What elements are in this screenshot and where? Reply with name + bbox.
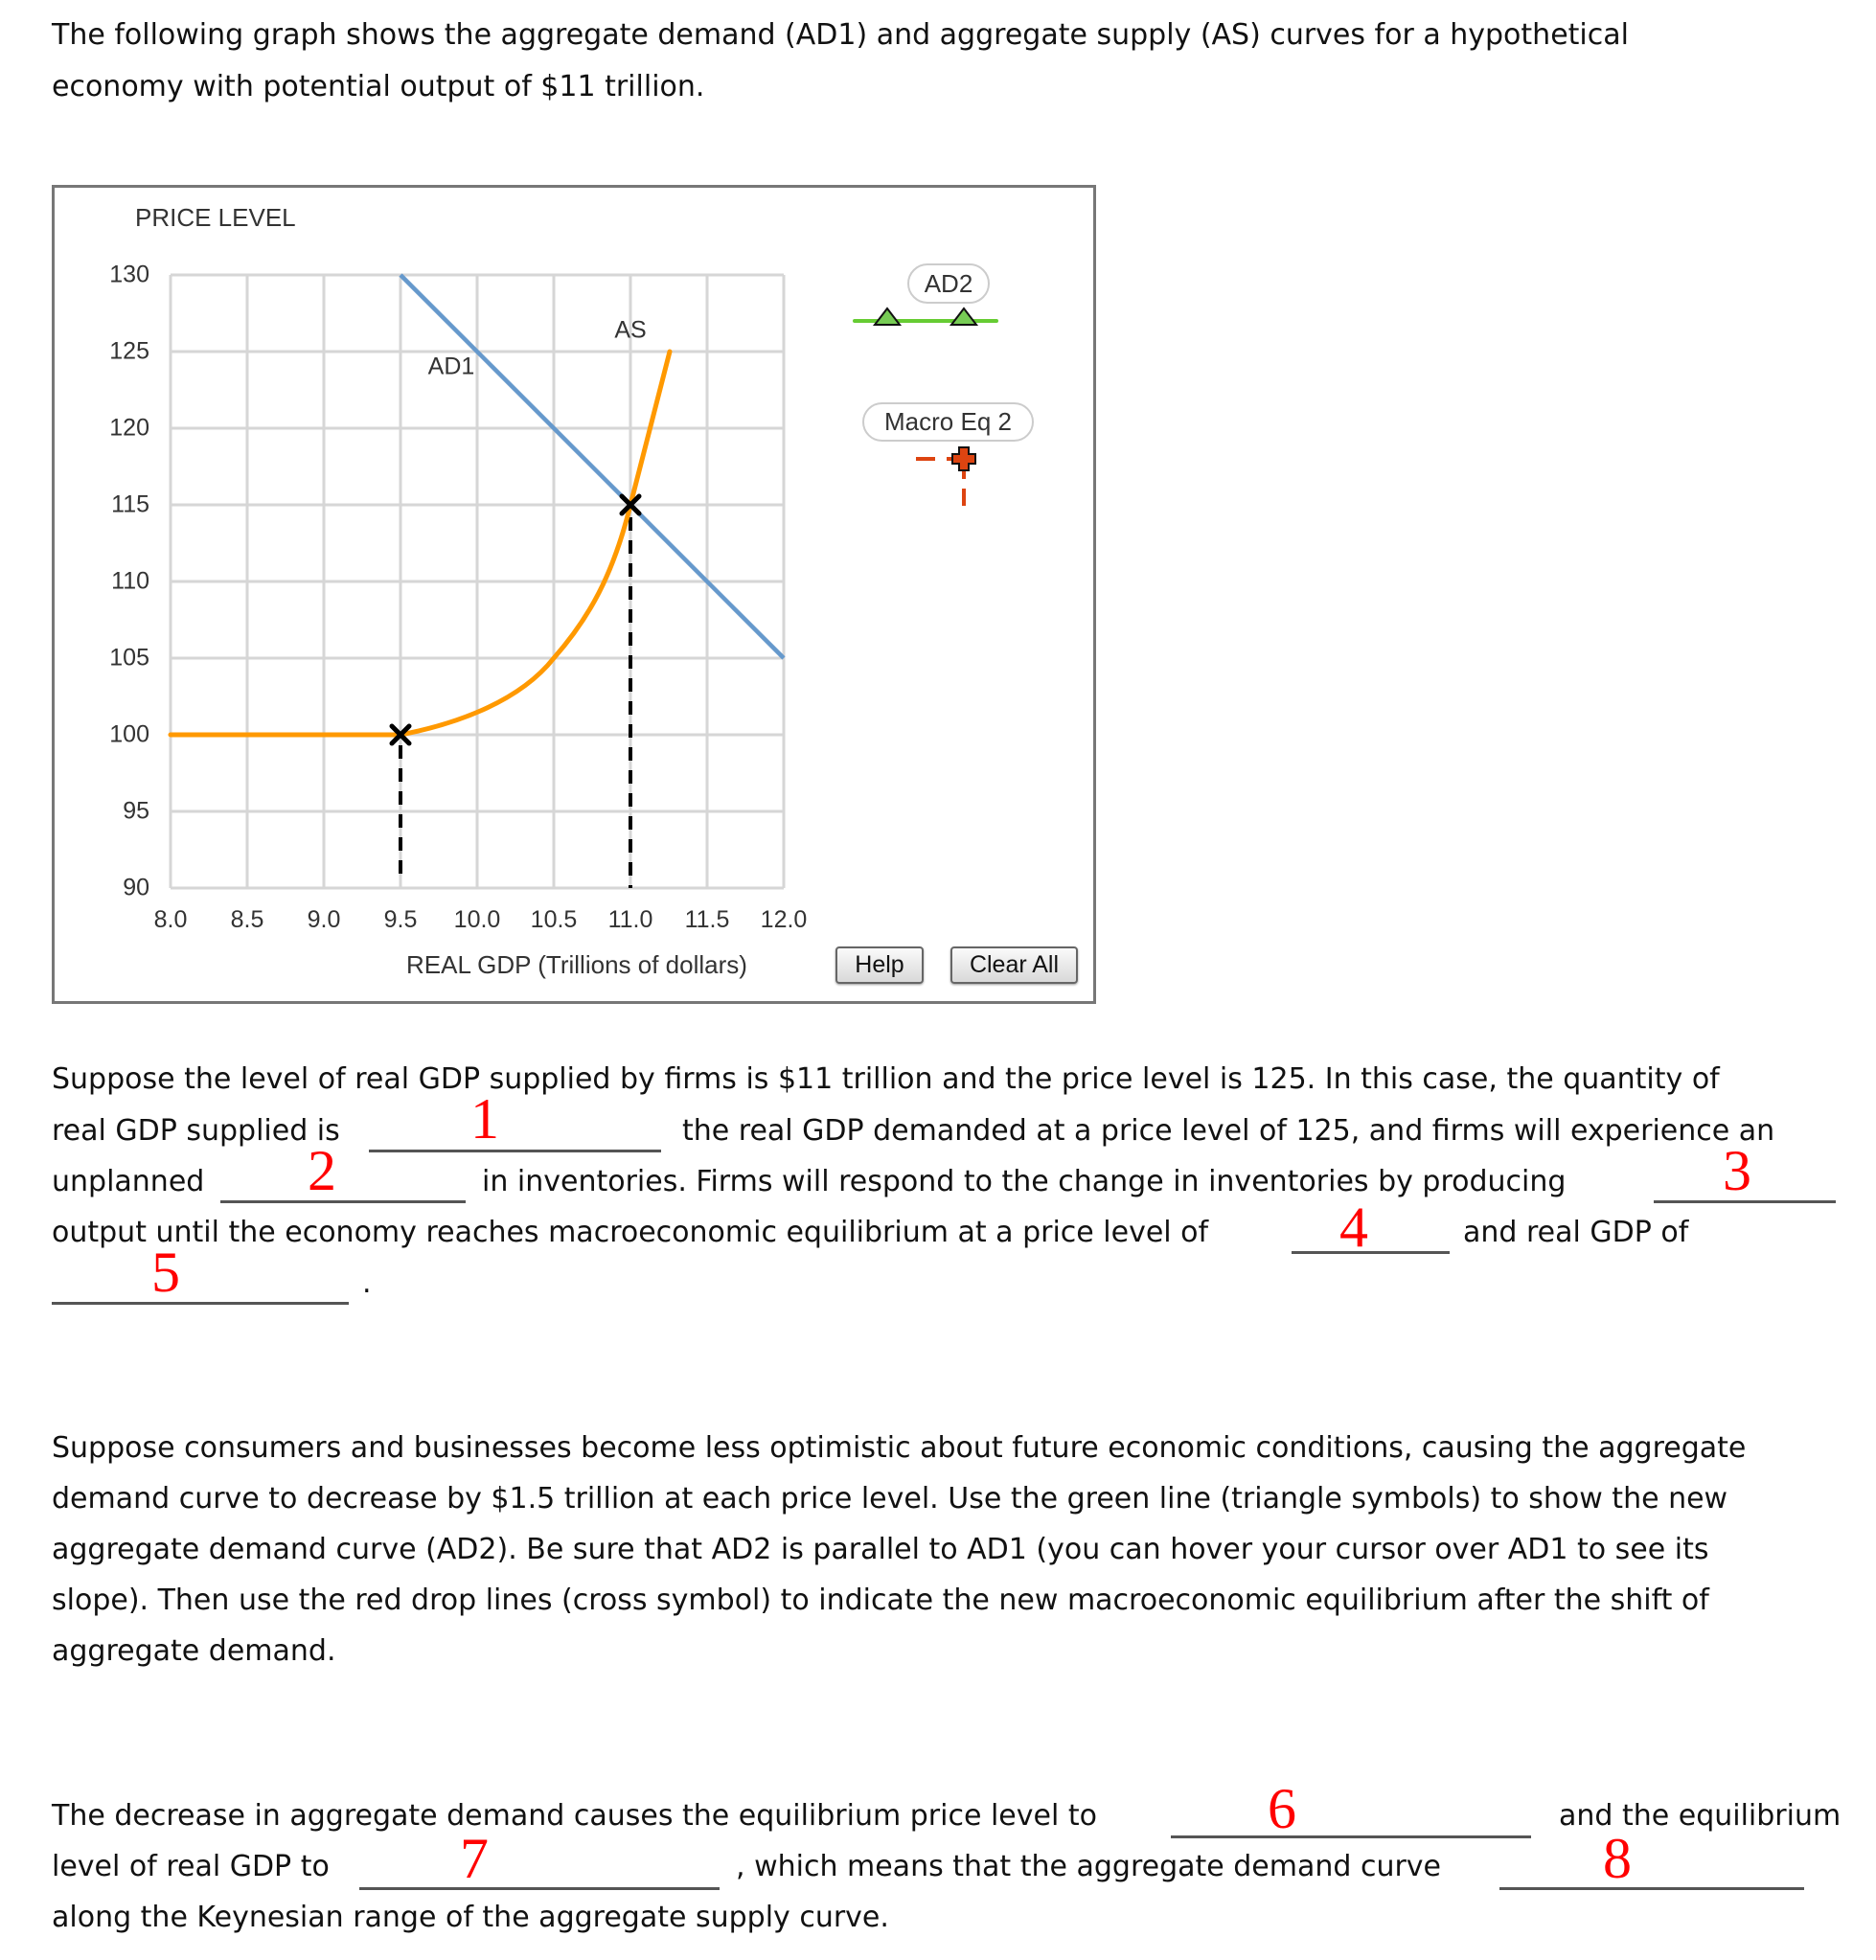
q3-text: level of real GDP to <box>52 1850 330 1883</box>
x-tick-label: 9.5 <box>383 906 418 933</box>
q2-line-2: demand curve to decrease by $1.5 trillion at each price level. Use the green line (triangle symbols) to show the new <box>52 1482 1728 1516</box>
y-tick-label: 105 <box>109 644 149 672</box>
blank-number-3: 3 <box>1723 1139 1751 1202</box>
y-tick-label: 95 <box>123 797 149 825</box>
y-tick-label: 115 <box>111 490 149 518</box>
answer-blank-7[interactable] <box>359 1887 720 1890</box>
answer-blank-5[interactable] <box>52 1302 349 1305</box>
q3-text: , which means that the aggregate demand curve <box>736 1850 1442 1883</box>
x-axis-title: REAL GDP (Trillions of dollars) <box>406 950 747 979</box>
blank-number-5: 5 <box>151 1241 180 1304</box>
q3-text: along the Keynesian range of the aggregate supply curve. <box>52 1901 889 1934</box>
as-curve <box>171 352 670 735</box>
answer-blank-6[interactable] <box>1171 1835 1531 1838</box>
q1-text: unplanned <box>52 1165 205 1198</box>
intro-text-line-2: economy with potential output of $11 trillion. <box>52 70 705 103</box>
q2-line-1: Suppose consumers and businesses become less optimistic about future economic conditions, causing the aggregate <box>52 1431 1747 1465</box>
q2-line-4: slope). Then use the red drop lines (cross symbol) to indicate the new macroeconomic equilibrium after the shift of <box>52 1584 1709 1617</box>
blank-number-4: 4 <box>1339 1196 1368 1259</box>
x-tick-label: 8.5 <box>230 906 264 933</box>
y-tick-label: 110 <box>111 567 149 595</box>
answer-blank-2[interactable] <box>220 1200 466 1203</box>
blank-number-1: 1 <box>470 1087 499 1151</box>
x-tick-label: 11.0 <box>607 906 653 933</box>
y-tick-label: 130 <box>109 261 149 288</box>
y-tick-label: 125 <box>109 337 149 365</box>
q1-line-1: Suppose the level of real GDP supplied by firms is $11 trillion and the price level is 125. In this case, the quantity of <box>52 1062 1720 1096</box>
x-tick-label: 9.0 <box>307 906 341 933</box>
q1-text: output until the economy reaches macroeconomic equilibrium at a price level of <box>52 1216 1209 1249</box>
ad1-label: AD1 <box>427 353 475 380</box>
q1-text: the real GDP demanded at a price level of 125, and firms will experience an <box>682 1114 1775 1148</box>
q1-text: real GDP supplied is <box>52 1114 340 1148</box>
macro-eq-2-tool-button[interactable]: Macro Eq 2 <box>862 402 1034 442</box>
x-tick-label: 11.5 <box>684 906 730 933</box>
help-button[interactable]: Help <box>835 946 924 984</box>
x-tick-label: 10.5 <box>530 906 578 933</box>
intro-text-line-1: The following graph shows the aggregate demand (AD1) and aggregate supply (AS) curves for a hypothetical <box>52 18 1629 52</box>
answer-blank-4[interactable] <box>1292 1251 1450 1254</box>
macro-eq-tool-icon <box>916 447 975 506</box>
point-marker-icon <box>392 496 639 743</box>
blank-number-2: 2 <box>308 1139 336 1202</box>
q1-text: and real GDP of <box>1463 1216 1689 1249</box>
x-tick-label: 8.0 <box>153 906 188 933</box>
blank-number-6: 6 <box>1268 1777 1296 1840</box>
q3-text: and the equilibrium <box>1559 1799 1842 1833</box>
q1-period: . <box>362 1266 372 1300</box>
answer-blank-1[interactable] <box>369 1150 661 1152</box>
q2-line-3: aggregate demand curve (AD2). Be sure that AD2 is parallel to AD1 (you can hover your cursor over AD1 to see its <box>52 1533 1709 1566</box>
x-tick-label: 10.0 <box>453 906 501 933</box>
grid <box>171 275 784 888</box>
q3-text: The decrease in aggregate demand causes the equilibrium price level to <box>52 1799 1097 1833</box>
drop-lines <box>400 517 630 888</box>
y-axis-title: PRICE LEVEL <box>135 203 296 232</box>
y-tick-label: 120 <box>109 414 149 442</box>
blank-number-8: 8 <box>1603 1827 1632 1890</box>
q1-text: in inventories. Firms will respond to the change in inventories by producing <box>482 1165 1567 1198</box>
blank-number-7: 7 <box>460 1827 489 1890</box>
clear-all-button[interactable]: Clear All <box>950 946 1078 984</box>
q2-line-5: aggregate demand. <box>52 1634 336 1668</box>
y-tick-label: 100 <box>109 720 149 748</box>
answer-blank-8[interactable] <box>1499 1887 1804 1890</box>
as-label: AS <box>614 316 647 344</box>
x-tick-label: 12.0 <box>760 906 808 933</box>
ad2-tool-button[interactable]: AD2 <box>907 263 990 304</box>
ad2-tool-icon <box>855 308 996 325</box>
y-tick-label: 90 <box>123 874 149 901</box>
